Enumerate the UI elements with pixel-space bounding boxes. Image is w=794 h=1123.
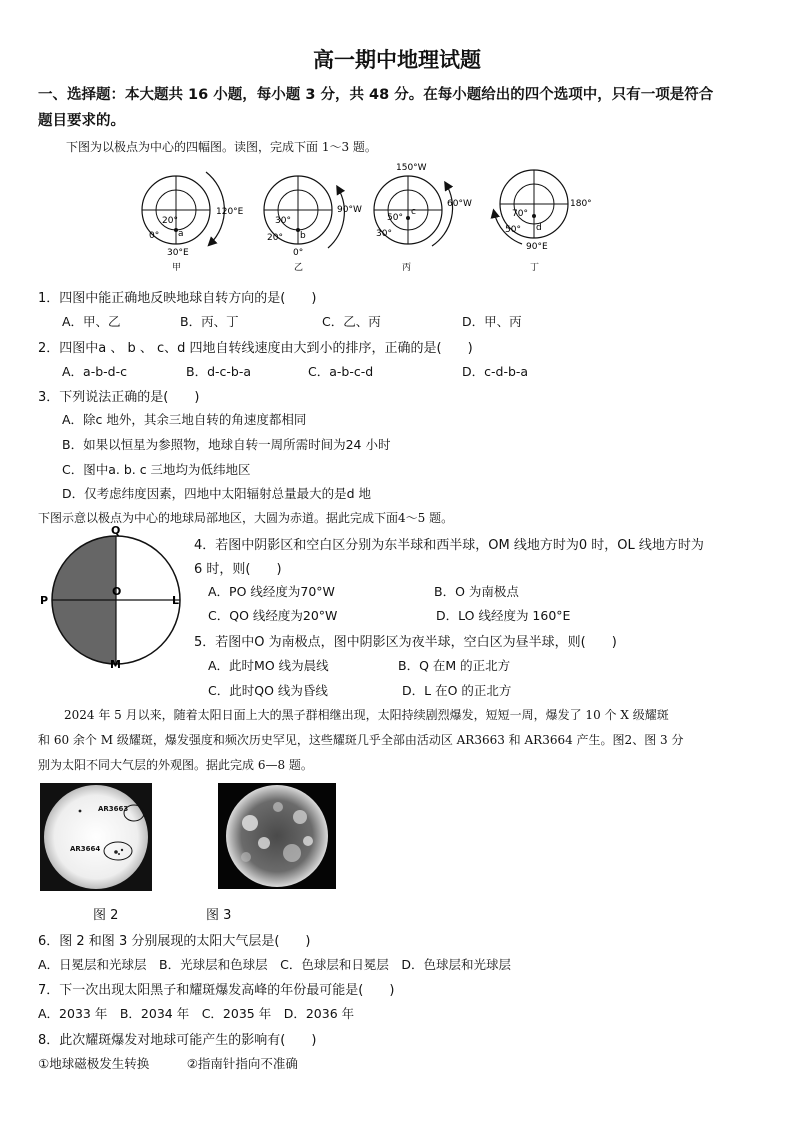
jia-lon-left: 0° <box>149 231 160 241</box>
jia-lat: 20° <box>162 216 178 226</box>
q8-stem: 8．此次耀斑爆发对地球可能产生的影响有( ) <box>38 1033 317 1048</box>
q5-option-a[interactable]: A．此时MO 线为晨线 <box>208 658 329 673</box>
intro-q4-5: 下图示意以极点为中心的地球局部地区，大圆为赤道。据此完成下面4～5 题。 <box>38 511 454 525</box>
yi-lon-bottom: 0° <box>293 248 304 258</box>
bing-point: c <box>411 207 416 217</box>
section-heading-line2: 题目要求的。 <box>38 113 125 129</box>
yi-lat2: 20° <box>267 233 283 243</box>
label-q: Q <box>111 524 121 537</box>
yi-lat1: 30° <box>275 216 291 226</box>
ding-lon-right: 180° <box>570 199 592 209</box>
para-line1: 2024 年 5 月以来，随着太阳日面上大的黑子群相继出现，太阳持续剧烈爆发，短短一周，爆发了 10 个 X 级耀斑 <box>64 708 669 722</box>
bing-lon-right: 60°W <box>447 199 472 209</box>
label-o: O <box>112 585 122 598</box>
page-title: 高一期中地理试题 <box>313 48 481 72</box>
yi-lon-right: 90°W <box>337 205 362 215</box>
ding-point: d <box>536 223 542 233</box>
q1-option-c[interactable]: C．乙、丙 <box>322 314 381 329</box>
label-ar3664: AR3664 <box>70 845 101 853</box>
q3-option-d[interactable]: D．仅考虑纬度因素，四地中太阳辐射总量最大的是d 地 <box>62 486 372 501</box>
bing-lat: 50° <box>387 213 403 223</box>
hemisphere-figure <box>36 524 186 670</box>
q7-options[interactable]: A．2033 年 B．2034 年 C．2035 年 D．2036 年 <box>38 1006 355 1021</box>
q1-option-d[interactable]: D．甲、丙 <box>462 314 522 329</box>
intro-q1-3: 下图为以极点为中心的四幅图。读图，完成下面 1～3 题。 <box>66 140 377 154</box>
q3-option-c[interactable]: C．图中a. b. c 三地均为低纬地区 <box>62 462 251 477</box>
ding-lat1: 70° <box>512 209 528 219</box>
q2-stem: 2．四图中a 、 b 、 c、d 四地自转线速度由大到小的排序，正确的是( ) <box>38 341 473 356</box>
sun-chromosphere-image <box>218 783 336 889</box>
para-line3: 别为太阳不同大气层的外观图。据此完成 6—8 题。 <box>38 758 313 772</box>
q4-stem-line1: 4．若图中阴影区和空白区分别为东半球和西半球，OM 线地方时为0 时，OL 线地方时为 <box>194 538 704 553</box>
q4-stem-line2: 6 时，则( ) <box>194 562 282 577</box>
ding-lat2: 50° <box>505 225 521 235</box>
q6-options[interactable]: A．日冕层和光球层 B．光球层和色球层 C．色球层和日冕层 D．色球层和光球层 <box>38 957 511 972</box>
q2-option-c[interactable]: C．a-b-c-d <box>308 364 374 379</box>
label-p: P <box>40 594 49 607</box>
label-m: M <box>110 658 121 670</box>
section-heading-line1: 一、选择题：本大题共 16 小题，每小题 3 分，共 48 分。在每小题给出的四个选项中，只有一项是符合 <box>38 87 714 103</box>
q2-option-a[interactable]: A．a-b-d-c <box>62 364 127 379</box>
ding-lon-bottom: 90°E <box>526 242 548 252</box>
jia-name: 甲 <box>172 263 182 273</box>
q4-option-c[interactable]: C．QO 线经度为20°W <box>208 608 338 623</box>
q5-stem: 5．若图中O 为南极点，图中阴影区为夜半球，空白区为昼半球，则( ) <box>194 635 617 650</box>
yi-name: 乙 <box>294 263 304 273</box>
q5-option-c[interactable]: C．此时QO 线为昏线 <box>208 683 328 698</box>
q1-option-a[interactable]: A．甲、乙 <box>62 314 121 329</box>
q8-options[interactable]: ①地球磁极发生转换 ②指南针指向不准确 <box>38 1056 298 1071</box>
caption-figure-2: 图 2 <box>93 908 119 923</box>
jia-point: a <box>178 229 184 239</box>
bing-lon-top: 150°W <box>396 163 427 173</box>
q4-option-a[interactable]: A．PO 线经度为70°W <box>208 584 335 599</box>
q4-option-b[interactable]: B．O 为南极点 <box>434 584 519 599</box>
bing-lon-left: 30° <box>376 229 392 239</box>
q4-option-d[interactable]: D．LO 线经度为 160°E <box>436 608 571 623</box>
q2-option-b[interactable]: B．d-c-b-a <box>186 364 252 379</box>
sun-photosphere-image <box>40 783 152 891</box>
q5-option-b[interactable]: B．Q 在M 的正北方 <box>398 658 511 673</box>
jia-lon-bottom: 30°E <box>167 248 189 258</box>
q1-option-b[interactable]: B．丙、丁 <box>180 314 239 329</box>
jia-lon-right: 120°E <box>216 207 244 217</box>
q3-option-b[interactable]: B．如果以恒星为参照物，地球自转一周所需时间为24 小时 <box>62 437 391 452</box>
caption-figure-3: 图 3 <box>206 908 232 923</box>
q3-stem: 3．下列说法正确的是( ) <box>38 390 200 405</box>
para-line2: 和 60 余个 M 级耀斑，爆发强度和频次历史罕见，这些耀斑几乎全部由活动区 AR3663 和 AR3664 产生。图2、图 3 分 <box>38 733 684 747</box>
polar-diagrams-figure <box>136 158 606 278</box>
label-ar3663: AR3663 <box>98 805 129 813</box>
q2-option-d[interactable]: D．c-d-b-a <box>462 364 529 379</box>
q6-stem: 6．图 2 和图 3 分别展现的太阳大气层是( ) <box>38 934 311 949</box>
q3-option-a[interactable]: A．除c 地外，其余三地自转的角速度都相同 <box>62 412 307 427</box>
q7-stem: 7．下一次出现太阳黑子和耀斑爆发高峰的年份最可能是( ) <box>38 983 395 998</box>
bing-name: 丙 <box>402 263 412 273</box>
q5-option-d[interactable]: D．L 在O 的正北方 <box>402 683 512 698</box>
label-l: L <box>172 594 180 607</box>
q1-stem: 1．四图中能正确地反映地球自转方向的是( ) <box>38 291 317 306</box>
ding-name: 丁 <box>530 263 540 273</box>
yi-point: b <box>300 231 306 241</box>
